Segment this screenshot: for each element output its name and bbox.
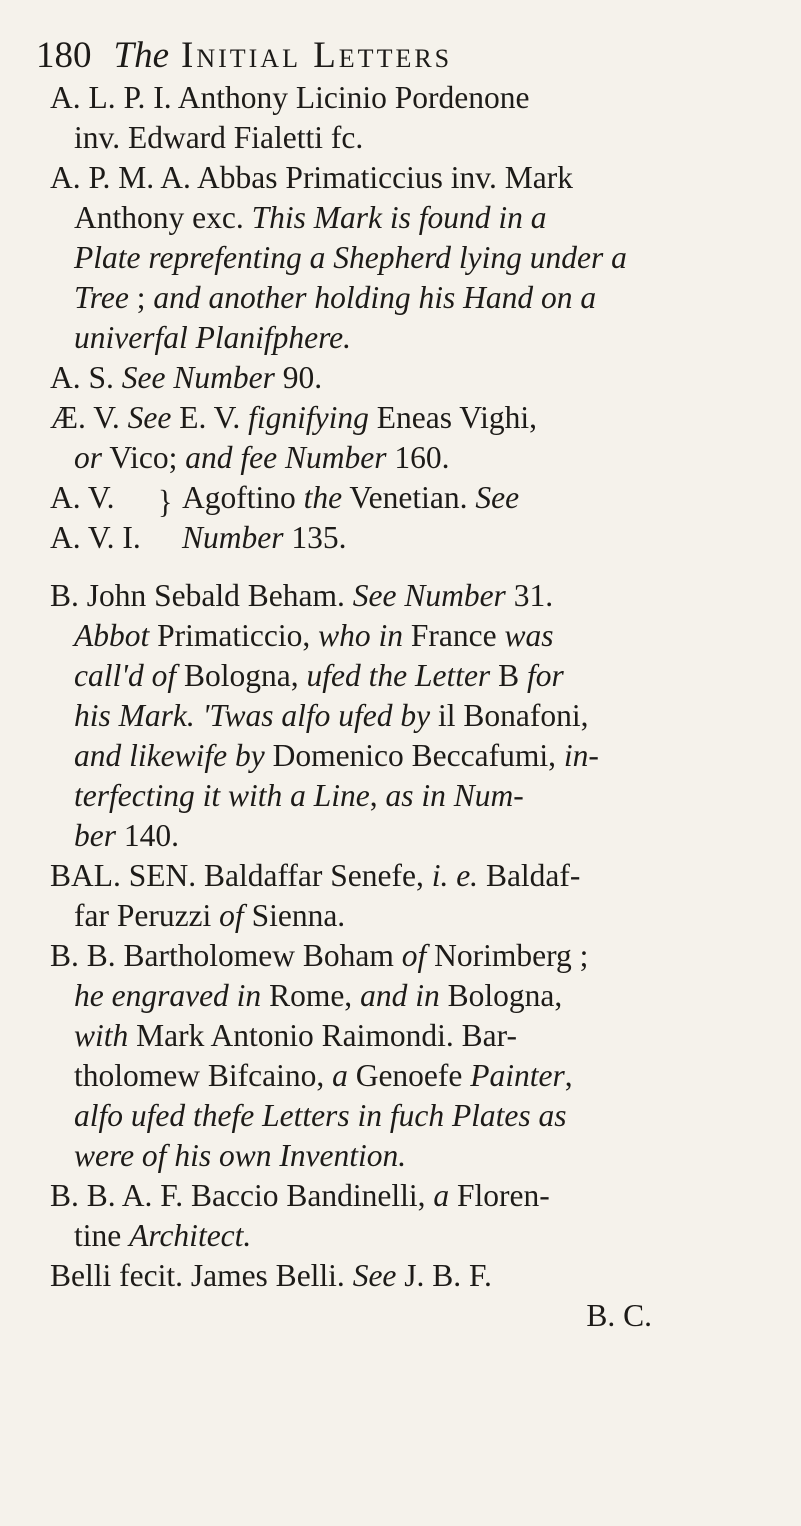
text-run: Æ. V. [50,400,128,435]
text-run: Bologna, [176,658,307,693]
entry-line [50,816,770,856]
text-run: Norimberg ; [426,938,589,973]
text-run-italic: See Number [352,578,506,613]
entry-av [50,478,770,558]
text-run-italic: i. e. [431,858,479,893]
entry-line [50,576,770,616]
entry-b [50,576,770,856]
text-run-italic: ufed the Letter [306,658,491,693]
text-run-italic: the [303,480,343,515]
text-run: tine [74,1218,130,1253]
text-group [182,478,519,518]
entry-line [50,976,770,1016]
text-run-italic: a [332,1058,348,1093]
text-run: , [369,778,386,813]
text-run: Genoefe [347,1058,471,1093]
text-run: Domenico Beccafumi, [264,738,564,773]
text-run-italic: and likewife by [74,738,265,773]
entry-apma [50,158,770,358]
entry-line [50,1216,770,1256]
text-run-italic: This Mark is found in a [251,200,547,235]
text-run-italic: See [475,480,520,515]
running-header [36,30,776,82]
entry-line [50,1016,770,1056]
text-run-italic: Tree [74,280,129,315]
entry-line [50,1256,770,1296]
text-run-italic: Painter [470,1058,565,1093]
entry-line [50,1056,770,1096]
text-run: Belli fecit. James Belli. [50,1258,353,1293]
entry-line: alfo ufed thefe Letters in fuch Plates as [74,1098,567,1133]
entry-line [50,616,770,656]
text-run: B [490,658,527,693]
entry-line [50,198,770,238]
entry-bb [50,936,770,1176]
text-run: Eneas Vighi, [368,400,537,435]
entry-line [50,696,770,736]
text-run: A. V. [50,480,115,515]
entry-line [50,278,770,318]
entry-line: Plate reprefenting a Shepherd lying under a [74,240,627,275]
text-run: France [402,618,505,653]
text-run-italic: was [504,618,554,653]
text-run: 31. [505,578,554,613]
entry-line: univerfal Planifphere. [74,320,352,355]
text-run: Mark Antonio Raimondi. Bar- [128,1018,517,1053]
text-run-italic: of [401,938,427,973]
text-run-italic: See [127,400,172,435]
text-run-italic: and fee Number [185,440,387,475]
text-run: Vico; [102,440,186,475]
page-number: 180 [36,35,92,76]
entry-as [50,358,770,398]
text-run: Primaticcio, [149,618,319,653]
text-run-italic: he engraved in [74,978,262,1013]
entry-line [50,478,770,521]
text-run: BAL. SEN. Baldaffar Senefe, [50,858,432,893]
text-run: 90. [274,360,323,395]
text-run-italic: See [352,1258,397,1293]
text-run: Venetian. [342,480,476,515]
text-run-italic: in- [563,738,599,773]
entry-line: inv. Edward Fialetti fc. [74,120,364,155]
text-run: far Peruzzi [74,898,220,933]
text-run: B. B. A. F. Baccio Bandinelli, [50,1178,434,1213]
entry-line [50,776,770,816]
text-run-italic: call'd of [74,658,177,693]
text-run: , [564,1058,573,1093]
text-run: Bologna, [439,978,563,1013]
entry-line [50,518,770,558]
text-run-italic: terfecting it with a Line [74,778,370,813]
text-run: tholomew Bifcaino, [74,1058,333,1093]
page-body [50,78,770,1336]
text-run-italic: for [526,658,564,693]
text-run: J. B. F. [396,1258,492,1293]
text-run-italic: and another holding his Hand on a [153,280,597,315]
header-title-initial-letters: Initial Letters [181,35,453,76]
text-run: A. S. [50,360,122,395]
entry-alpi [50,78,770,158]
text-run: 160. [386,440,450,475]
text-run-italic: of [219,898,244,933]
entry-line [50,896,770,936]
text-run: 135. [283,520,347,555]
text-run-italic: as in Num- [385,778,524,813]
text-run-italic: fignifying [248,400,369,435]
text-run: A. V. I. [50,520,141,555]
text-run-italic: Architect. [129,1218,252,1253]
entry-line: were of his own Invention. [74,1138,407,1173]
entry-line [50,358,770,398]
entry-belli [50,1256,770,1336]
entry-bbaf [50,1176,770,1256]
entry-line [50,438,770,478]
text-run: B. John Sebald Beham. [50,578,353,613]
entry-line: A. P. M. A. Abbas Primaticcius inv. Mark [50,160,573,195]
text-run: Rome, [261,978,361,1013]
text-run: ; [128,280,154,315]
entry-aev [50,398,770,478]
entry-line [50,736,770,776]
entry-line [50,1176,770,1216]
entry-line: A. L. P. I. Anthony Licinio Pordenone [50,80,530,115]
text-run: Anthony exc. [74,200,252,235]
text-run: B. B. Bartholomew Boham [50,938,402,973]
entry-line [50,936,770,976]
header-title-the: The [113,35,169,76]
text-run: Floren- [449,1178,550,1213]
entry-line [50,856,770,896]
text-run: E. V. [171,400,249,435]
entry-line [50,398,770,438]
text-run-italic: with [74,1018,129,1053]
entry-line [50,656,770,696]
text-run: Sienna. [243,898,346,933]
text-run: Baldaf- [478,858,581,893]
text-run: 140. [116,818,179,853]
text-run-italic: his Mark. 'Twas alfo ufed by [74,698,431,733]
text-run-italic: and in [360,978,440,1013]
entry-bal [50,856,770,936]
brace-glyph: } [158,484,173,521]
text-run-italic: who in [318,618,403,653]
text-group [182,518,347,558]
text-run: il Bonafoni, [430,698,589,733]
text-run-italic: See Number [121,360,275,395]
catchword: B. C. [586,1298,652,1333]
text-run: Agoftino [182,480,304,515]
text-run-italic: a [433,1178,450,1213]
text-run-italic: ber [74,818,116,853]
text-run-italic: Abbot [74,618,150,653]
text-run-italic: Number [182,520,284,555]
text-run-italic: or [74,440,103,475]
